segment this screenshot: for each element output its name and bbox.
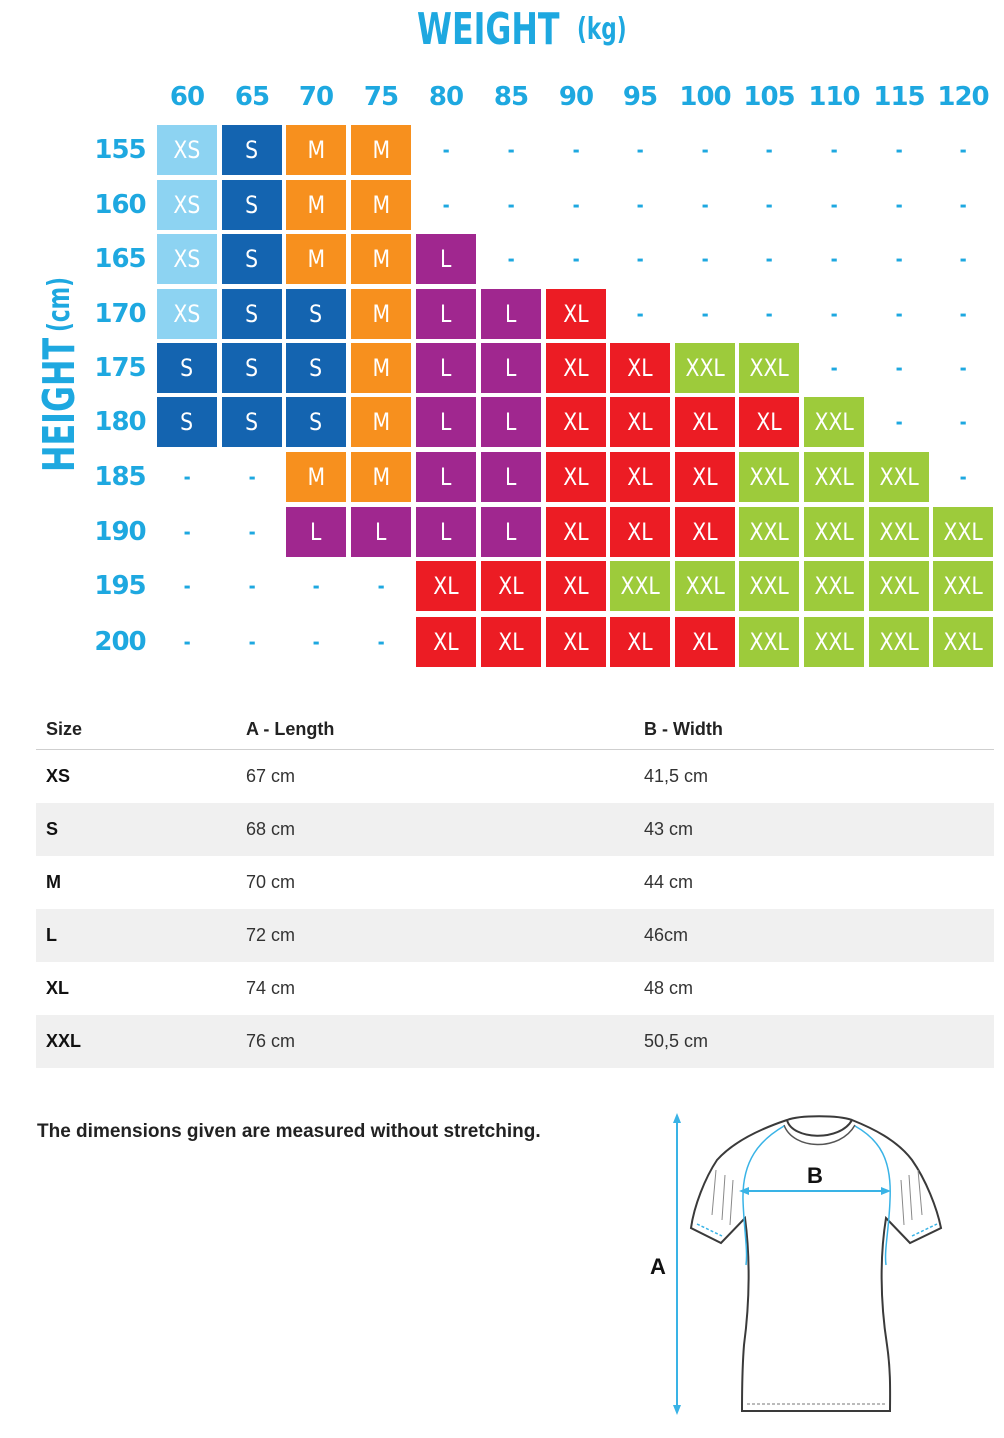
size-cell-empty: -: [830, 138, 838, 162]
size-cell-xxl: XXL: [804, 561, 864, 611]
weight-label: 60: [169, 82, 205, 112]
size-cell-xxl: XXL: [804, 397, 864, 447]
size-cell-empty: -: [701, 193, 709, 217]
size-cell-m: M: [351, 234, 411, 284]
header-size: Size: [36, 709, 236, 750]
size-cell-empty: -: [442, 193, 450, 217]
size-cell-empty: -: [765, 138, 773, 162]
size-cell-xl: XL: [610, 343, 670, 393]
cell-size: L: [36, 909, 236, 962]
y-axis-title-unit: (cm): [42, 276, 77, 332]
size-cell-xxl: XXL: [933, 561, 993, 611]
size-cell-empty: -: [248, 520, 256, 544]
size-cell-l: L: [481, 289, 541, 339]
size-cell-xxl: XXL: [869, 561, 929, 611]
size-cell-empty: -: [701, 247, 709, 271]
cell-width: 50,5 cm: [634, 1015, 994, 1068]
height-label: 160: [94, 190, 146, 220]
size-cell-m: M: [351, 289, 411, 339]
shirt-outline: [691, 1116, 941, 1411]
cell-width: 44 cm: [644, 872, 694, 892]
height-label: 170: [94, 299, 146, 329]
size-cell-empty: -: [895, 356, 903, 380]
size-cell-m: M: [286, 452, 346, 502]
weight-label: 100: [679, 82, 731, 112]
size-cell-xl: XL: [546, 452, 606, 502]
size-cell-empty: -: [959, 302, 967, 326]
size-cell-empty: -: [248, 630, 256, 654]
size-cell-s: S: [222, 343, 282, 393]
size-cell-s: S: [157, 397, 217, 447]
size-cell-empty: -: [183, 630, 191, 654]
size-cell-xl: XL: [675, 617, 735, 667]
weight-label: 75: [363, 82, 399, 112]
label-b: B: [807, 1163, 823, 1188]
size-cell-xxl: XXL: [869, 452, 929, 502]
size-cell-xs: XS: [157, 125, 217, 175]
size-cell-xl: XL: [610, 507, 670, 557]
size-cell-l: L: [416, 343, 476, 393]
size-cell-empty: -: [895, 193, 903, 217]
size-cell-empty: -: [442, 138, 450, 162]
weight-label: 90: [558, 82, 594, 112]
weight-label: 105: [743, 82, 795, 112]
size-cell-xxl: XXL: [675, 343, 735, 393]
size-cell-s: S: [222, 180, 282, 230]
size-cell-l: L: [416, 234, 476, 284]
weight-label: 70: [298, 82, 334, 112]
size-cell-l: L: [416, 289, 476, 339]
cell-length: 68 cm: [236, 803, 634, 856]
height-label: 200: [94, 627, 146, 657]
size-cell-empty: -: [183, 520, 191, 544]
size-cell-empty: -: [701, 302, 709, 326]
chart-title-unit: (kg): [577, 12, 627, 47]
size-cell-empty: -: [765, 302, 773, 326]
cell-width: 46cm: [634, 909, 994, 962]
height-label: 175: [94, 353, 146, 383]
size-cell-empty: -: [507, 138, 515, 162]
size-cell-l: L: [481, 507, 541, 557]
table-row: [36, 962, 994, 1015]
size-cell-xxl: XXL: [804, 452, 864, 502]
size-cell-empty: -: [507, 193, 515, 217]
size-cell-xl: XL: [675, 507, 735, 557]
size-chart: [0, 0, 1004, 680]
cell-length: 74 cm: [246, 978, 296, 998]
size-cell-empty: -: [377, 574, 385, 598]
size-cell-l: L: [286, 507, 346, 557]
height-label: 185: [94, 462, 146, 492]
size-cell-empty: -: [830, 302, 838, 326]
size-cell-xxl: XXL: [739, 507, 799, 557]
size-cell-m: M: [286, 234, 346, 284]
size-cell-s: S: [286, 289, 346, 339]
size-cell-empty: -: [572, 138, 580, 162]
table-row: [36, 750, 994, 804]
size-cell-empty: -: [248, 465, 256, 489]
height-label: 190: [94, 517, 146, 547]
size-cell-m: M: [351, 125, 411, 175]
cell-size: XL: [46, 978, 70, 998]
size-cell-xl: XL: [610, 452, 670, 502]
size-cell-empty: -: [959, 465, 967, 489]
cell-length: 76 cm: [236, 1015, 634, 1068]
measurement-table: [36, 709, 994, 1068]
size-cell-s: S: [222, 125, 282, 175]
cell-length: 70 cm: [246, 872, 296, 892]
size-cell-s: S: [286, 397, 346, 447]
table-row: [36, 909, 994, 962]
size-cell-empty: -: [895, 410, 903, 434]
size-cell-l: L: [351, 507, 411, 557]
size-cell-xl: XL: [546, 289, 606, 339]
cell-length: 72 cm: [236, 909, 634, 962]
size-cell-s: S: [157, 343, 217, 393]
size-cell-xxl: XXL: [933, 507, 993, 557]
size-cell-xxl: XXL: [933, 617, 993, 667]
size-cell-xxl: XXL: [610, 561, 670, 611]
size-cell-xl: XL: [610, 617, 670, 667]
size-cell-xs: XS: [157, 289, 217, 339]
size-cell-empty: -: [636, 247, 644, 271]
table-row: [36, 856, 994, 909]
size-cell-m: M: [351, 397, 411, 447]
size-cell-empty: -: [830, 247, 838, 271]
size-cell-empty: -: [312, 574, 320, 598]
cell-width: 43 cm: [634, 803, 994, 856]
size-cell-xxl: XXL: [739, 343, 799, 393]
size-cell-xl: XL: [481, 561, 541, 611]
size-cell-l: L: [481, 397, 541, 447]
size-cell-xl: XL: [610, 397, 670, 447]
size-cell-empty: -: [377, 630, 385, 654]
size-cell-m: M: [351, 343, 411, 393]
label-a: A: [650, 1254, 666, 1279]
size-cell-xl: XL: [546, 507, 606, 557]
size-cell-l: L: [481, 343, 541, 393]
cell-size: XS: [46, 766, 71, 786]
y-axis-title-text: HEIGHT: [34, 337, 85, 472]
height-label: 195: [94, 571, 146, 601]
size-cell-empty: -: [895, 247, 903, 271]
size-cell-empty: -: [830, 193, 838, 217]
size-cell-xl: XL: [675, 452, 735, 502]
cell-size: S: [36, 803, 236, 856]
size-cell-m: M: [286, 180, 346, 230]
size-cell-xl: XL: [739, 397, 799, 447]
weight-label: 110: [808, 82, 860, 112]
size-cell-empty: -: [572, 193, 580, 217]
size-cell-empty: -: [248, 574, 256, 598]
cell-size: XXL: [36, 1015, 236, 1068]
size-cell-empty: -: [701, 138, 709, 162]
size-cell-m: M: [286, 125, 346, 175]
size-cell-xxl: XXL: [739, 452, 799, 502]
weight-label: 120: [937, 82, 989, 112]
size-cell-xl: XL: [546, 397, 606, 447]
header-length: A - Length: [236, 709, 634, 750]
size-cell-empty: -: [183, 574, 191, 598]
size-cell-s: S: [286, 343, 346, 393]
size-cell-empty: -: [636, 138, 644, 162]
table-header-row: [36, 709, 994, 750]
size-cell-empty: -: [959, 247, 967, 271]
size-cell-empty: -: [183, 465, 191, 489]
weight-label: 115: [873, 82, 925, 112]
size-cell-xxl: XXL: [869, 617, 929, 667]
size-cell-l: L: [416, 452, 476, 502]
size-cell-empty: -: [895, 302, 903, 326]
size-cell-empty: -: [959, 193, 967, 217]
table-row: [36, 1015, 994, 1068]
weight-label: 85: [493, 82, 529, 112]
size-cell-xs: XS: [157, 180, 217, 230]
y-axis-title: [34, 242, 86, 472]
height-label: 180: [94, 407, 146, 437]
size-cell-empty: -: [959, 356, 967, 380]
size-cell-empty: -: [636, 302, 644, 326]
size-cell-empty: -: [959, 410, 967, 434]
size-cell-xxl: XXL: [739, 561, 799, 611]
size-cell-m: M: [351, 180, 411, 230]
size-cell-xxl: XXL: [675, 561, 735, 611]
cell-size: M: [46, 872, 61, 892]
height-label: 165: [94, 244, 146, 274]
size-cell-xxl: XXL: [804, 507, 864, 557]
size-cell-s: S: [222, 289, 282, 339]
size-cell-xxl: XXL: [804, 617, 864, 667]
size-cell-empty: -: [507, 247, 515, 271]
size-cell-xl: XL: [416, 617, 476, 667]
size-cell-empty: -: [959, 138, 967, 162]
stretch-note: The dimensions given are measured without stretching.: [37, 1121, 541, 1142]
size-cell-empty: -: [312, 630, 320, 654]
size-cell-xl: XL: [546, 343, 606, 393]
size-cell-empty: -: [830, 356, 838, 380]
size-cell-xxl: XXL: [869, 507, 929, 557]
size-cell-l: L: [416, 507, 476, 557]
size-cell-empty: -: [895, 138, 903, 162]
size-cell-xl: XL: [416, 561, 476, 611]
weight-label: 95: [622, 82, 658, 112]
weight-label: 65: [234, 82, 270, 112]
cell-width: 41,5 cm: [644, 766, 709, 786]
cell-width: 48 cm: [644, 978, 694, 998]
size-cell-m: M: [351, 452, 411, 502]
chart-title: [417, 2, 632, 58]
size-cell-empty: -: [765, 193, 773, 217]
size-cell-empty: -: [765, 247, 773, 271]
size-cell-xxl: XXL: [739, 617, 799, 667]
size-cell-xl: XL: [675, 397, 735, 447]
table-row: [36, 803, 994, 856]
size-cell-s: S: [222, 397, 282, 447]
cell-length: 67 cm: [246, 766, 296, 786]
size-cell-l: L: [481, 452, 541, 502]
size-cell-xs: XS: [157, 234, 217, 284]
size-cell-xl: XL: [546, 617, 606, 667]
height-label: 155: [94, 135, 146, 165]
size-cell-xl: XL: [481, 617, 541, 667]
size-cell-s: S: [222, 234, 282, 284]
weight-label: 80: [428, 82, 464, 112]
size-cell-empty: -: [572, 247, 580, 271]
chart-title-text: WEIGHT: [417, 4, 560, 55]
header-width: B - Width: [634, 709, 994, 750]
size-cell-empty: -: [636, 193, 644, 217]
size-cell-xl: XL: [546, 561, 606, 611]
size-cell-l: L: [416, 397, 476, 447]
shirt-diagram: [640, 1105, 960, 1420]
